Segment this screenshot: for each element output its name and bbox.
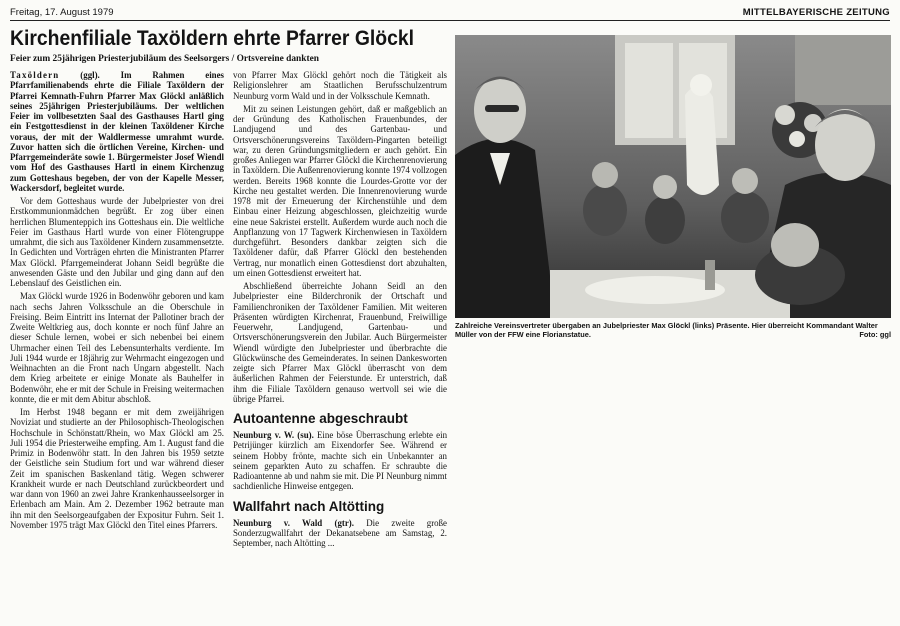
- issue-date: Freitag, 17. August 1979: [10, 7, 114, 18]
- dateline: Taxöldern: [10, 70, 60, 80]
- masthead: [10, 6, 890, 21]
- article-subheadline: Feier zum 25jährigen Priesterjubiläum des Seelsorgers / Ortsvereine dankten: [10, 54, 319, 64]
- event-photo: [455, 35, 891, 318]
- article-column-1: [10, 70, 224, 622]
- brief-headline-pilgrimage: Wallfahrt nach Altötting: [233, 498, 385, 514]
- brief-headline-antenna: Autoantenne abgeschraubt: [233, 411, 408, 426]
- caption-text: Zahlreiche Vereinsvertreter übergaben an Jubelpriester Max Glöckl (links) Präsente. Hier überreicht Kommandant Walter Müller von der FFW eine Florianstatue.: [455, 321, 878, 340]
- article-lead: [10, 70, 224, 193]
- brief-dateline: Neunburg v. Wald (gtr).: [233, 517, 354, 528]
- dateline-author: (ggl).: [80, 70, 100, 80]
- article-paragraph: Max Glöckl wurde 1926 in Bodenwöhr geboren und kam nach sechs Jahren Volksschule an die Oberschule in Freising. Beim Eintritt ins Internat der Pallotiner brach der Zweite Weltkrieg aus, doch konnte er noch fünf Jahre an dieser Schule lernen, wobei er sich nebenbei bei einem Uhrmacher einen Teil des Lebensunterhalts verdiente. Im Juli 1944 wurde er 18jährig zur Wehrmacht eingezogen und Weihnachten an die Front nach Ungarn abgestellt. Nach dem Krieg arbeitete er einige Monate als Bauhelfer in Bodenwöhr, ehe er mit der Schule in Freising weitermachen konnte, die er mit dem Abitur abschloß.: [10, 291, 224, 404]
- brief-body: Die zweite große Sonderzugwallfahrt der Dekanatsebene am Samstag, 2. September, nach Altötting ...: [233, 517, 447, 548]
- article-paragraph: Abschließend überreichte Johann Seidl an den Jubelpriester eine Bilderchronik der Ortschaft und Familienchroniken der Taxöldener Familien. Mit weiteren Präsenten würdigten Kirchenrat, Frauenbund, Freiwillige Feuerwehr, Landjugend, Gartenbau- und Ortsverschönerungsverein den Jubilar. Auch Bürgermeister Wiendl würdigte den Jubelpriester und überbrachte die Glückwünsche des Gemeinderates. In seinen Dankesworten zeigte sich Pfarrer Max Glöckl überrascht von dem äußerlichen Rahmen der Feierstunde. Er unterstrich, daß ihm die Filiale Taxöldern genauso wertvoll sei wie die übrige Pfarrei.: [233, 281, 447, 404]
- brief-text-antenna: [233, 430, 447, 492]
- brief-text-pilgrimage: [233, 518, 447, 549]
- lead-text: Im Rahmen eines Pfarrfamilienabends ehrte die Filiale Taxöldern der Pfarrei Kemnath-Fuhrn Pfarrer Max Glöckl anläßlich seines 25jährigen Priesterjubiläums. Der weltlichen Feier im vollbesetzten Saal des Gasthauses Hartl ging ein Festgottesdienst in der kleinen Taxöldener Kirche voraus, der mit der Waldlermesse umrahmt wurde. Zuvor hatten sich die örtlichen Vereine, Kirchen- und Pfarrgemeinderäte sowie 1. Bürgermeister Josef Wiendl vom Hof des Gasthauses Hartl in einem Kirchenzug zum Gotteshaus begeben, der von der Kapelle Messer, Wackersdorf, begleitet wurde.: [10, 70, 224, 193]
- photo-credit: Foto: ggl: [859, 330, 891, 340]
- article-paragraph: Vor dem Gotteshaus wurde der Jubelpriester von drei Erstkommunionmädchen begrüßt. Er zog über einen herrlichen Blumenteppich ins Gotteshaus ein. Die weltliche Feier im Gasthaus Hartl wurde von einer Flötengruppe umrahmt, die sich aus Taxöldener Kindern zusammensetzte. In Gedichten und Vorträgen ehrten die Ministranten Pfarrer Max Glöckl. Pfarrgemeinderat Johann Seidl begrüßte die anwesenden Gäste und den Jubilar und ging dann auf den Lebenslauf des Geistlichen ein.: [10, 196, 224, 288]
- brief-body: Eine böse Überraschung erlebte ein Petrijünger kürzlich am Eixendorfer See. Während er seinem Hobby frönte, machte sich ein Unbekannter an seinem geparkten Auto zu schaffen. Er schraubte die Radioantenne ab und nahm sie mit. Die PI Neunburg nimmt sachdienliche Hinweise entgegen.: [233, 430, 447, 492]
- article-paragraph: Im Herbst 1948 begann er mit dem zweijährigen Noviziat und studierte an der Philosophisch-Theologischen Hochschule in Schönstatt/Rhein, wo Max Glöckl am 25. Juli 1954 die Priesterweihe empfing. Am 1. August fand die Primiz in Bodenwöhr statt. In den Jahren bis 1959 setzte der Geistliche sein Studium fort und war während dieser Zeit im spanischen Baskenland tätig. Wegen schwerer Krankheit wurde er nach Deutschland zurückbeordert und war dann von 1960 an zwei Jahre Krankenhausseelsorger in Erlenbach am Main. Am 2. Dezember 1962 betraute man ihn mit den Seelsorgeaufgaben der Expositur Fuhrn. Seit 1. November 1975 trägt Max Glöckl den Titel eines Pfarrers.: [10, 407, 224, 530]
- article-paragraph: Mit zu seinen Leistungen gehört, daß er maßgeblich an der Gründung des Katholischen Frauenbundes, der Landjugend und des Gartenbau- und Ortsverschönerungsvereins Taxöldern-Pingarten beteiligt war, zu deren Gründungsmitgliedern er auch gehört. Ein großes Anliegen war Pfarrer Glöckl die Kirchenrenovierung in Taxöldern. Die Außenrenovierung konnte 1974 vollzogen werden. Bereits 1968 konnte die Lourdes-Grotte vor der Kirche neu gestaltet werden. Die Innenrenovierung wurde 1978 mit der Erneuerung der Kirchenstühle und dem Einbau einer Heizung abgeschlossen, gleichzeitig wurde eine neue Sakristei erstellt. Außerdem wurde auch noch die Anpflanzung von 17 Tagwerk Kirchenwiesen in Taxöldern durchgeführt. Besonders dankbar zeigten sich die Taxöldener dafür, daß Pfarrer Glöckl den bestehenden Vertrag, nur monatlich einen Gottesdienst dort abzuhalten, um einen Gottesdienst erweitert hat.: [233, 103, 447, 278]
- article-headline: Kirchenfiliale Taxöldern ehrte Pfarrer Glöckl: [10, 26, 414, 50]
- brief-dateline: Neunburg v. W. (su).: [233, 430, 314, 440]
- photo-caption: [455, 321, 891, 340]
- article-paragraph: von Pfarrer Max Glöckl gehört noch die Tätigkeit als Religionslehrer am Staatlichen Berufsschulzentrum Neunburg vorm Wald und in der Volksschule Kemnath.: [233, 70, 447, 101]
- article-column-2: [233, 70, 447, 622]
- newspaper-name: MITTELBAYERISCHE ZEITUNG: [742, 7, 890, 18]
